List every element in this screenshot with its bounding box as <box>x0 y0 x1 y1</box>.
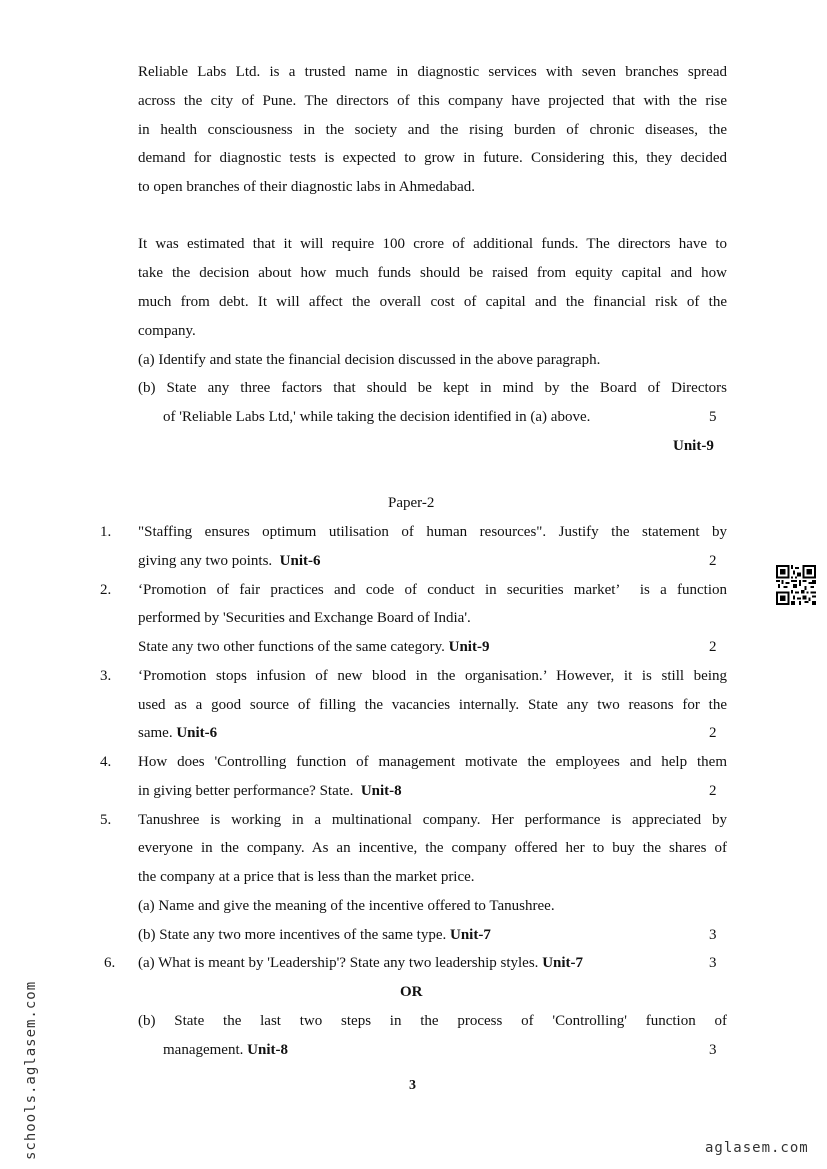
case-para1-line4: demand for diagnostic tests is expected to grow in future. Considering this, they decided <box>138 150 727 166</box>
case-para2-line4: company. <box>138 323 196 339</box>
q3-number: 3. <box>100 668 112 684</box>
q4-line2: in giving better performance? State. <box>138 783 354 799</box>
q1-marks: 2 <box>709 553 717 569</box>
q3-line1: ‘Promotion stops infusion of new blood in the organisation.’ However, it is still being <box>138 668 727 684</box>
case-para2-line1: It was estimated that it will require 100 crore of additional funds. The directors have to <box>138 236 727 252</box>
q1-number: 1. <box>100 524 112 540</box>
q4-marks: 2 <box>709 783 717 799</box>
paper-heading: Paper-2 <box>388 495 435 511</box>
case-para1-line3: in health consciousness in the society and the rising burden of chronic diseases, the <box>138 122 727 138</box>
q1-line2: giving any two points. <box>138 553 273 569</box>
page-number: 3 <box>409 1078 416 1093</box>
footer-watermark: aglasem.com <box>705 1140 809 1156</box>
q6-marks-a: 3 <box>709 955 717 971</box>
q2-number: 2. <box>100 582 112 598</box>
q6-part-b-line1: (b) State the last two steps in the process of 'Controlling' function of <box>138 1013 727 1029</box>
q6-unit-b: Unit-8 <box>247 1042 288 1058</box>
q6-or: OR <box>400 984 423 1000</box>
q3-line3: same. <box>138 725 173 741</box>
q5-number: 5. <box>100 812 112 828</box>
q3-unit: Unit-6 <box>176 725 218 741</box>
q5-line2: everyone in the company. As an incentive, the company offered her to buy the shares of <box>138 840 727 856</box>
q5-line1: Tanushree is working in a multinational company. Her performance is appreciated by <box>138 812 727 828</box>
q2-line2: performed by 'Securities and Exchange Board of India'. <box>138 610 471 626</box>
case-para1-line1: Reliable Labs Ltd. is a trusted name in diagnostic services with seven branches spread <box>138 64 727 80</box>
q2-unit: Unit-9 <box>448 639 490 655</box>
side-watermark: schools.aglasem.com <box>23 980 39 1160</box>
q4-unit: Unit-8 <box>360 783 402 799</box>
q1-unit: Unit-6 <box>279 553 321 569</box>
case-unit: Unit-9 <box>673 438 714 454</box>
q6-number: 6. <box>104 955 116 971</box>
q3-marks: 2 <box>709 725 717 741</box>
q6-part-b-line2: management. <box>163 1042 244 1058</box>
q5-line3: the company at a price that is less than the market price. <box>138 869 475 885</box>
q2-line1: ‘Promotion of fair practices and code of conduct in securities market’ is a function <box>138 582 727 598</box>
qr-code-icon <box>776 565 816 605</box>
q3-line2: used as a good source of filling the vacancies internally. State any two reasons for the <box>138 697 727 713</box>
q6-unit-a: Unit-7 <box>542 955 584 971</box>
q4-number: 4. <box>100 754 112 770</box>
case-para1-line2: across the city of Pune. The directors of this company have projected that with the rise <box>138 93 727 109</box>
q4-line1: How does 'Controlling function of management motivate the employees and help them <box>138 754 727 770</box>
q2-marks: 2 <box>709 639 717 655</box>
case-part-b-line1: (b) State any three factors that should be kept in mind by the Board of Directors <box>138 380 727 396</box>
q5-line5: (b) State any two more incentives of the same type. <box>138 927 447 943</box>
q5-marks: 3 <box>709 927 717 943</box>
q5-unit: Unit-7 <box>450 927 491 943</box>
case-part-b-line2: of 'Reliable Labs Ltd,' while taking the decision identified in (a) above. <box>163 409 591 425</box>
case-para2-line2: take the decision about how much funds should be raised from equity capital and how <box>138 265 727 281</box>
case-part-a: (a) Identify and state the financial decision discussed in the above paragraph. <box>138 352 601 368</box>
q2-line3: State any two other functions of the same category. <box>138 639 445 655</box>
case-para2-line3: much from debt. It will affect the overall cost of capital and the financial risk of the <box>138 294 727 310</box>
q1-line1: "Staffing ensures optimum utilisation of human resources". Justify the statement by <box>138 524 727 540</box>
q6-part-a: (a) What is meant by 'Leadership'? State any two leadership styles. <box>138 955 539 971</box>
case-para1-line5: to open branches of their diagnostic labs in Ahmedabad. <box>138 179 475 195</box>
q5-line4: (a) Name and give the meaning of the incentive offered to Tanushree. <box>138 898 555 914</box>
q6-marks-b: 3 <box>709 1042 717 1058</box>
case-marks: 5 <box>709 409 717 425</box>
